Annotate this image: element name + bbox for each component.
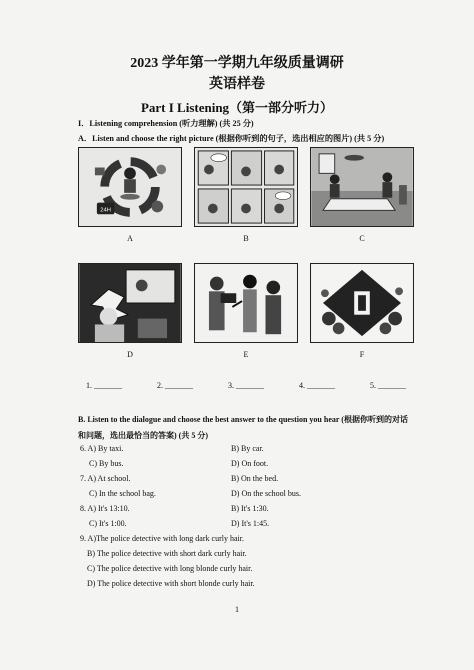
picture-c <box>310 147 414 227</box>
exam-subtitle: 英语样卷 <box>209 77 265 92</box>
answer-blank-3[interactable]: 3. _______ <box>228 381 264 390</box>
picture-label-a: A <box>127 234 133 243</box>
part-title: Part I Listening（第一部分听力） <box>140 100 334 115</box>
picture-b <box>194 147 298 227</box>
answer-blank-4[interactable]: 4. _______ <box>299 381 335 390</box>
answer-blank-2[interactable]: 2. _______ <box>157 381 193 390</box>
q7-option-a[interactable]: 7. A) At school. <box>80 474 131 483</box>
q7-option-c[interactable]: C) In the school bag. <box>89 489 156 498</box>
picture-f <box>310 263 414 343</box>
picture-e <box>194 263 298 343</box>
q8-option-b[interactable]: B) It's 1:30. <box>231 504 269 513</box>
section-b-heading: B. Listen to the dialogue and choose the best answer to the question you hear (根据你听到的对话和问题，选出最恰当的答案) (共 5 分) <box>78 415 408 440</box>
q9-option-b[interactable]: B) The police detective with short dark curly hair. <box>87 549 247 558</box>
q8-option-a[interactable]: 8. A) It's 13:10. <box>80 504 130 513</box>
picture-a <box>78 147 182 227</box>
24h-badge: 24H <box>100 207 111 214</box>
section-a-heading: A．Listen and choose the right picture (根据你听到的句子，选出相应的图片) (共 5 分) <box>78 134 385 143</box>
picture-label-e: E <box>243 350 249 359</box>
section-i-heading: I．Listening comprehension (听力理解) (共 25 分) <box>78 119 254 128</box>
page-number: 1 <box>235 605 239 614</box>
q7-option-d[interactable]: D) On the school bus. <box>231 489 301 498</box>
picture-label-c: C <box>359 234 365 243</box>
q9-option-d[interactable]: D) The police detective with short blonde curly hair. <box>87 579 255 588</box>
q8-option-c[interactable]: C) It's 1:00. <box>89 519 127 528</box>
answer-blank-1[interactable]: 1. _______ <box>86 381 122 390</box>
exam-title: 2023 学年第一学期九年级质量调研 <box>130 56 344 71</box>
picture-d <box>78 263 182 343</box>
q8-option-d[interactable]: D) It's 1:45. <box>231 519 270 528</box>
q6-option-c[interactable]: C) By bus. <box>89 459 124 468</box>
answer-blanks <box>86 381 406 390</box>
q6-option-d[interactable]: D) On foot. <box>231 459 269 468</box>
q6-option-a[interactable]: 6. A) By taxi. <box>80 444 124 453</box>
picture-label-f: F <box>359 350 365 359</box>
picture-label-d: D <box>127 350 133 359</box>
answer-blank-5[interactable]: 5. _______ <box>370 381 406 390</box>
q6-option-b[interactable]: B) By car. <box>231 444 264 453</box>
picture-label-b: B <box>243 234 249 243</box>
q7-option-b[interactable]: B) On the bed. <box>231 474 279 483</box>
q9-option-a[interactable]: 9. A)The police detective with long dark curly hair. <box>80 534 244 543</box>
q9-option-c[interactable]: C) The police detective with long blonde curly hair. <box>87 564 253 573</box>
